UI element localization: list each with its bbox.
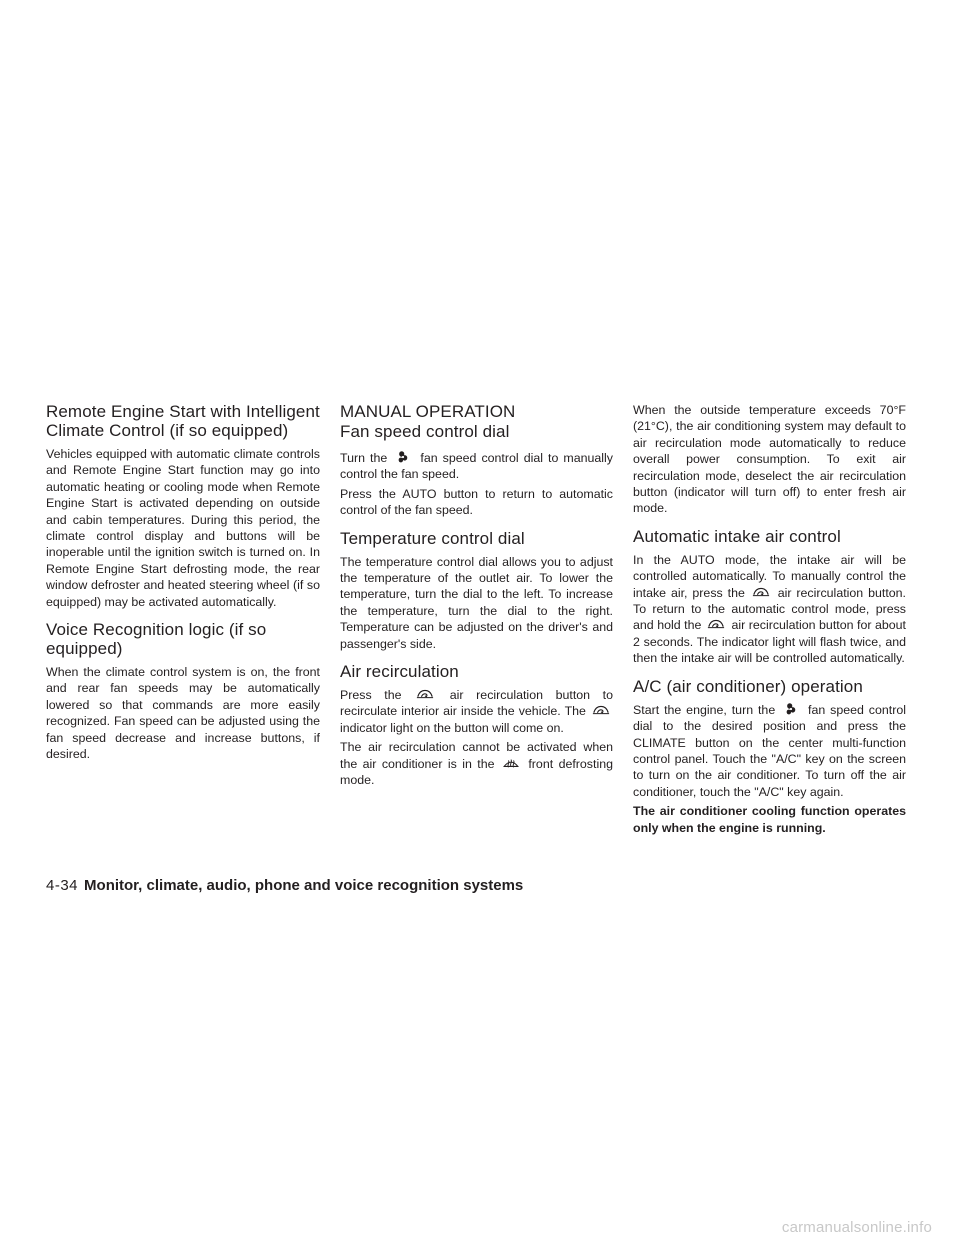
front-defrost-icon (502, 757, 520, 769)
page-footer (46, 876, 523, 896)
air-recirculation-icon (592, 704, 610, 716)
heading-manual-operation: MANUAL OPERATION (340, 402, 516, 421)
paragraph-fan-speed-1: Turn the fan speed control dial to manually control the fan speed. (340, 451, 613, 482)
heading-voice-recognition: Voice Recognition logic (if so equipped) (46, 620, 267, 659)
paragraph-ac-operation: Start the engine, turn the fan speed control dial to the desired position and press the CLIMATE button on the center multi-function control panel. Touch the "A/C" key on the screen to turn on the air conditioner. To turn off the air conditioner, touch the "A/C" key again. (633, 702, 907, 799)
paragraph-remote-engine-start: Vehicles equipped with automatic climate controls and Remote Engine Start function may go into automatic heating or cooling mode when Remote Engine Start is activated depending on outside and cabin temperatures. During this period, the climate control display and buttons will be inoperable until the ignition switch is turned on. In Remote Engine Start defrosting mode, the rear window defroster and heated steering wheel (if so equipped) may be activated automatically. (46, 447, 320, 609)
paragraph-fan-speed-2: Press the AUTO button to return to automatic control of the fan speed. (340, 486, 613, 518)
fan-icon (782, 703, 800, 715)
air-recirculation-icon (752, 586, 770, 598)
column-3 (633, 402, 906, 839)
fan-icon (394, 451, 412, 463)
paragraph-automatic-intake: In the AUTO mode, the intake air will be controlled automatically. To manually control the intake air, press the air recirculation button. To return to the automatic control mode, press and hold the air recirculation button for about 2 seconds. The indicator light will flash twice, and then the intake air will be controlled automatically. (633, 552, 906, 666)
section-title: Monitor, climate, audio, phone and voice recognition systems (84, 877, 524, 894)
column-2 (340, 402, 613, 792)
heading-temperature-dial: Temperature control dial (340, 528, 525, 548)
paragraph-voice-recognition: When the climate control system is on, the front and rear fan speeds may be automatically lowered so that commands are more easily recognized. Fan speed can be adjusted using the fan speed decrease and increase buttons, if desired. (46, 665, 320, 762)
watermark: carmanualsonline.info (781, 1219, 932, 1236)
heading-air-recirculation: Air recirculation (340, 662, 459, 682)
heading-fan-speed-dial: Fan speed control dial (340, 422, 510, 441)
paragraph-recirculation-2: The air recirculation cannot be activated when the air conditioner is in the front defrosting mode. (340, 740, 613, 788)
heading-remote-engine-start: Remote Engine Start with Intelligent Climate Control (if so equipped) (46, 402, 320, 440)
paragraph-temperature: The temperature control dial allows you to adjust the temperature of the outlet air. To lower the temperature, turn the dial to the left. To increase the temperature, turn the dial to the right. Temperature can be adjusted on the driver's and passenger's side. (340, 554, 613, 651)
heading-automatic-intake: Automatic intake air control (633, 526, 841, 546)
paragraph-outside-temperature: When the outside temperature exceeds 70°F (21°C), the air conditioning system may default to air recirculation mode automatically to reduce overall power consumption. To exit air recirculation mode, deselect the air recirculation button (indicator will turn off) to enter fresh air mode. (633, 403, 906, 516)
air-recirculation-icon (707, 618, 725, 630)
paragraph-recirculation-1: Press the air recirculation button to recirculate interior air inside the vehicle. The indicator light on the button will come on. (340, 688, 613, 735)
column-1 (46, 402, 320, 766)
paragraph-ac-note: The air conditioner cooling function operates only when the engine is running. (633, 804, 906, 835)
heading-ac-operation: A/C (air conditioner) operation (633, 676, 863, 696)
air-recirculation-icon (416, 688, 434, 700)
page-number: 4-34 (46, 877, 79, 894)
